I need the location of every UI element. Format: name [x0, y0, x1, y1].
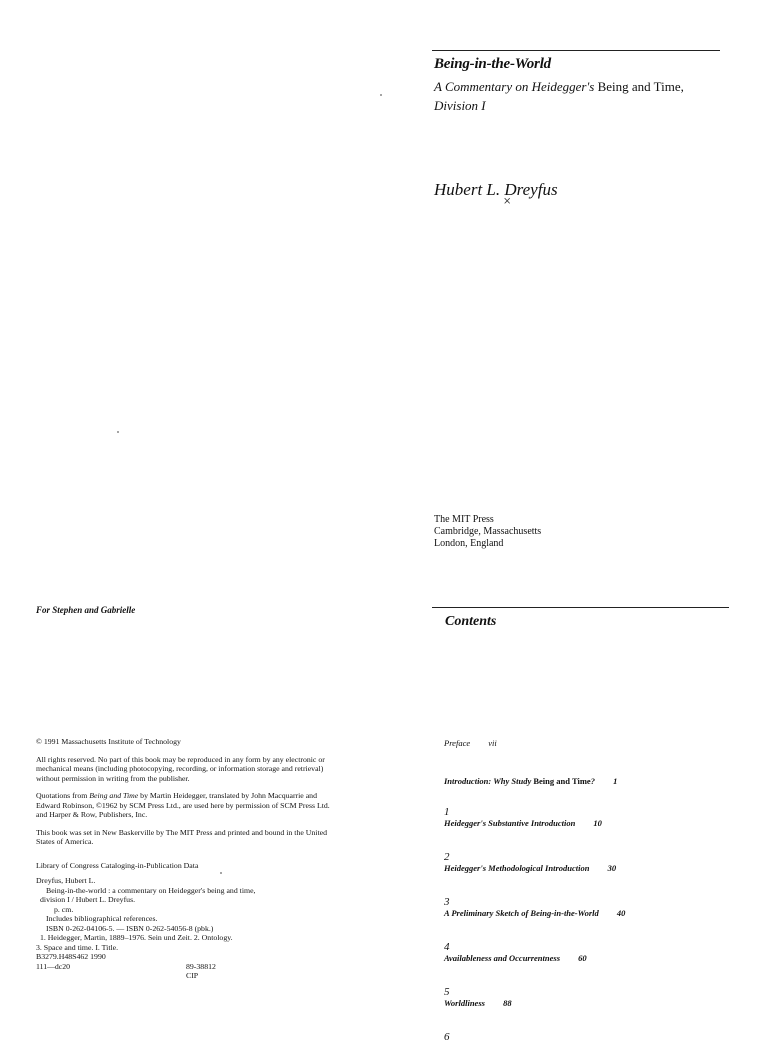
- toc-introduction[interactable]: [444, 776, 734, 786]
- toc-chapter-title: Worldliness: [444, 998, 485, 1008]
- toc-chapter-number: 1: [444, 806, 450, 818]
- author-mark: ×: [503, 196, 512, 207]
- book-subtitle: [434, 77, 734, 115]
- toc-chapter-title: A Preliminary Sketch of Being-in-the-World: [444, 908, 599, 918]
- cip-class-row: [36, 962, 336, 972]
- toc-chapter[interactable]: [444, 851, 734, 873]
- toc-intro-tail: ?: [590, 776, 595, 786]
- toc-intro-italic: Introduction: Why Study: [444, 776, 534, 786]
- toc-chapter[interactable]: [444, 896, 734, 918]
- cip-line: Dreyfus, Hubert L.: [36, 876, 96, 885]
- contents-top-rule: [432, 607, 729, 608]
- toc-chapter-page: 30: [607, 863, 617, 873]
- cip-data: [36, 861, 336, 982]
- title-block: [434, 56, 734, 115]
- cip-line: 1. Heidegger, Martin, 1889–1976. Sein und Zeit. 2. Ontology.: [40, 933, 233, 942]
- publisher-city: Cambridge, Massachusetts: [434, 526, 542, 537]
- toc-intro-roman: Being and Time: [533, 776, 591, 786]
- scan-speck: [380, 94, 382, 96]
- toc-preface-page: vii: [488, 738, 497, 748]
- title-top-rule: [432, 50, 720, 51]
- contents-heading: Contents: [445, 614, 497, 629]
- cip-lccn: 89-38812: [186, 961, 216, 971]
- publisher-country: London, England: [434, 538, 504, 549]
- copyright-block: [36, 737, 336, 981]
- toc-chapter[interactable]: [444, 806, 734, 828]
- cip-line: Includes bibliographical references.: [46, 914, 158, 923]
- toc-chapter[interactable]: [444, 1031, 734, 1053]
- toc-chapter-page: 10: [593, 818, 602, 828]
- cip-tag-row: [36, 971, 336, 981]
- toc-chapter-title: Heidegger's Substantive Introduction: [444, 818, 576, 828]
- author-name: Hubert L. Dreyfus: [434, 180, 558, 199]
- toc-chapter-number: 4: [444, 941, 450, 953]
- book-title: Being-in-the-World: [434, 56, 551, 72]
- typeset-notice: This book was set in New Baskerville by The MIT Press and printed and bound in the United States of America.: [36, 827, 327, 846]
- toc-chapter-page: 88: [503, 998, 512, 1008]
- table-of-contents: [444, 738, 734, 1053]
- toc-chapter-number: 5: [444, 986, 450, 998]
- cip-line: Being-in-the-world : a commentary on Heidegger's being and time,: [46, 885, 256, 895]
- cip-class: 111—dc20: [36, 961, 71, 971]
- toc-chapter[interactable]: [444, 986, 734, 1008]
- cip-heading: Library of Congress Cataloging-in-Publication Data: [36, 860, 199, 870]
- dedication: For Stephen and Gabrielle: [36, 605, 136, 615]
- rights-statement: All rights reserved. No part of this book may be reproduced in any form by any electronic or mechanical means (including photocopying, recording, or information storage and retrieval) without permission in writing from the publisher.: [36, 754, 325, 783]
- cip-tag: CIP: [186, 971, 199, 980]
- cip-line: B3279.H48S462 1990: [36, 952, 106, 961]
- toc-chapter-title: Availableness and Occurrentness: [444, 953, 561, 963]
- subtitle-italic: A Commentary on Heidegger's: [434, 79, 598, 94]
- publisher-block: [434, 514, 541, 550]
- toc-chapter-number: 3: [444, 896, 450, 908]
- subtitle-division: Division I: [434, 98, 486, 113]
- toc-intro-page: 1: [613, 776, 618, 786]
- publisher-name: The MIT Press: [434, 514, 494, 525]
- toc-preface[interactable]: [444, 738, 734, 748]
- cip-line: division I / Hubert L. Dreyfus.: [40, 895, 136, 904]
- cip-line: ISBN 0-262-04106-5. — ISBN 0-262-54056-8 (pbk.): [46, 923, 214, 933]
- toc-chapter-page: 40: [616, 908, 626, 918]
- toc-chapter-number: 6: [444, 1031, 450, 1043]
- scan-speck: [117, 431, 119, 433]
- toc-chapter[interactable]: [444, 941, 734, 963]
- toc-chapter-title: Heidegger's Methodological Introduction: [444, 863, 590, 873]
- subtitle-roman: Being and Time,: [597, 79, 684, 94]
- quotations-notice: Quotations from Being and Time by Martin Heidegger, translated by John Macquarrie and Edward Robinson, ©1962 by SCM Press Ltd., are used here by permission of SCM Press Ltd. and Harper & Row, Publishers, Inc.: [36, 791, 330, 819]
- toc-preface-label: Preface: [444, 738, 471, 748]
- toc-chapter-page: 60: [578, 953, 587, 963]
- copyright-line: © 1991 Massachusetts Institute of Technology: [36, 737, 181, 746]
- cip-line: p. cm.: [54, 904, 74, 914]
- toc-chapter-number: 2: [444, 851, 450, 863]
- cip-line: 3. Space and time. I. Title.: [36, 942, 119, 952]
